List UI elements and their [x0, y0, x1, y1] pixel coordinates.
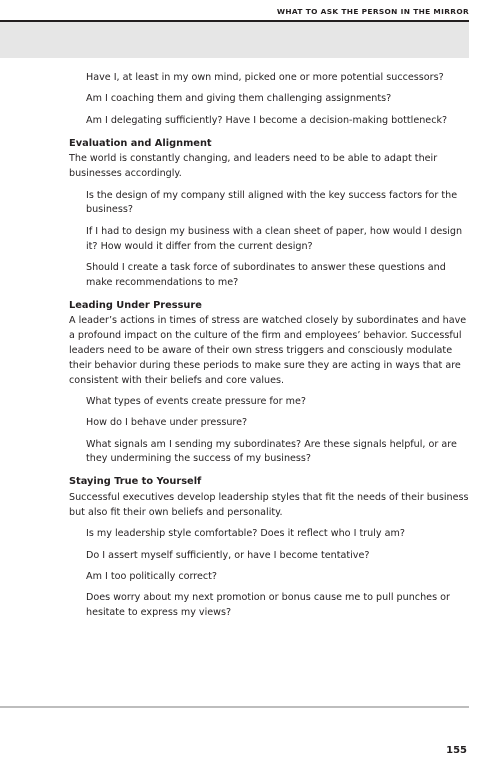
question-item: What types of events create pressure for me? — [86, 395, 306, 407]
question-item: Do I assert myself sufficiently, or have I become tentative? — [86, 549, 370, 561]
section-paragraph: The world is constantly changing, and leaders need to be able to adapt their businesses accordingly. — [69, 153, 438, 180]
section-heading: Staying True to Yourself — [69, 476, 202, 488]
question-item: Is my leadership style comfortable? Does it reflect who I truly am? — [86, 528, 405, 540]
question-item: Am I delegating sufficiently? Have I become a decision-making bottleneck? — [86, 114, 448, 126]
question-item: Am I too politically correct? — [86, 571, 218, 583]
running-head-title: WHAT TO ASK THE PERSON IN THE MIRROR — [276, 7, 469, 16]
question-item: Have I, at least in my own mind, picked one or more potential successors? — [86, 72, 444, 83]
section-heading: Evaluation and Alignment — [69, 137, 212, 149]
section-paragraph: A leader’s actions in times of stress are watched closely by subordinates and have a profound impact on the culture of the firm and employees’ behavior. Successful leaders need to be aware of their own stress triggers and consciously modulate their behavior during these periods to make sure they are acting in ways that are consistent with their beliefs and core values. — [69, 315, 467, 386]
header-grey-band — [0, 22, 469, 58]
question-item: Is the design of my company still aligned with the key success factors for the business? — [86, 189, 458, 216]
question-item: Should I create a task force of subordinates to answer these questions and make recommendations to me? — [86, 261, 446, 288]
section-heading: Leading Under Pressure — [69, 299, 202, 311]
footer-rule — [0, 706, 469, 708]
page-body — [69, 71, 469, 628]
page-number: 155 — [446, 745, 467, 756]
question-item: Am I coaching them and giving them challenging assignments? — [86, 93, 392, 105]
question-item: How do I behave under pressure? — [86, 417, 248, 429]
section-paragraph: Successful executives develop leadership styles that fit the needs of their business but also fit their own beliefs and personality. — [69, 492, 469, 518]
question-item: Does worry about my next promotion or bonus cause me to pull punches or hesitate to express my views? — [86, 592, 450, 619]
question-item: What signals am I sending my subordinates? Are these signals helpful, or are they undermining the success of my business? — [86, 438, 457, 465]
question-item: If I had to design my business with a clean sheet of paper, how would I design it? How would it differ from the current design? — [86, 225, 463, 252]
